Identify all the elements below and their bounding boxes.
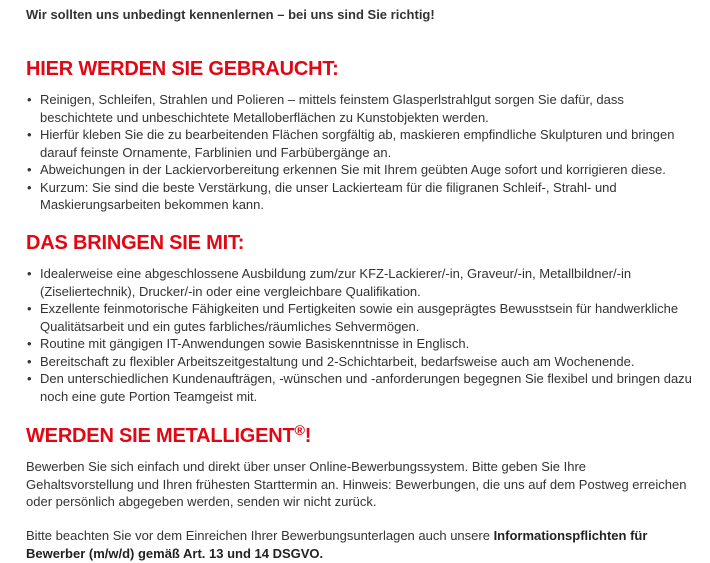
- list-item: • Routine mit gängigen IT-Anwendungen sowie Basiskenntnisse in Englisch.: [40, 335, 700, 353]
- privacy-notice-text: Bitte beachten Sie vor dem Einreichen Ihrer Bewerbungsunterlagen auch unsere: [26, 528, 494, 543]
- section-heading-requirements: DAS BRINGEN SIE MIT:: [26, 232, 245, 254]
- list-item: • Bereitschaft zu flexibler Arbeitszeitgestaltung und 2-Schichtarbeit, bedarfsweise auch am Wochenende.: [40, 353, 700, 371]
- list-item: • Den unterschiedlichen Kundenaufträgen, -wünschen und -anforderungen begegnen Sie flexibel und bringen dazu noch eine gute Portion Teamgeist mit.: [40, 370, 700, 405]
- apply-heading-text: WERDEN SIE METALLIGENT: [26, 425, 295, 447]
- privacy-notice: [26, 527, 691, 562]
- requirements-list: [26, 265, 700, 405]
- registered-mark: ®: [294, 422, 305, 438]
- task-list: [26, 91, 700, 214]
- list-item: • Idealerweise eine abgeschlossene Ausbildung zum/zur KFZ-Lackierer/-in, Graveur/-in, Metallbildner/-in (Ziseliertechnik), Drucker/-in oder eine vergleichbare Qualifikation.: [40, 265, 700, 300]
- privacy-obligations-link[interactable]: Informationspflichten für Bewerber (m/w/d) gemäß Art. 13 und 14 DSGVO.: [26, 528, 648, 561]
- list-item: • Hierfür kleben Sie die zu bearbeitenden Flächen sorgfältig ab, maskieren empfindliche Skulpturen und bringen darauf feinste Ornamente, Farblinien und Farbübergänge an.: [40, 126, 700, 161]
- list-item: • Abweichungen in der Lackiervorbereitung erkennen Sie mit Ihrem geübten Auge sofort und korrigieren diese.: [40, 161, 700, 179]
- section-heading-apply: [26, 422, 312, 448]
- apply-heading-end: !: [304, 425, 312, 447]
- intro-text: Wir sollten uns unbedingt kennenlernen – bei uns sind Sie richtig!: [26, 7, 435, 22]
- list-item: • Reinigen, Schleifen, Strahlen und Polieren – mittels feinstem Glasperlstrahlgut sorgen Sie dafür, dass beschichtete und unbeschichtete Metalloberflächen zu Kunstobjekten werden.: [40, 91, 700, 126]
- apply-paragraph: Bewerben Sie sich einfach und direkt über unser Online-Bewerbungssystem. Bitte geben Sie Ihre Gehaltsvorstellung und Ihren frühesten Starttermin an. Hinweis: Bewerbungen, die uns auf dem Postweg erreichen oder persönlich abgegeben werden, senden wir nicht zurück.: [26, 459, 687, 509]
- list-item: • Exzellente feinmotorische Fähigkeiten und Fertigkeiten sowie ein ausgeprägtes Bewusstsein für handwerkliche Qualitätsarbeit und ein gutes farbliches/räumliches Sehvermögen.: [40, 300, 700, 335]
- list-item: • Kurzum: Sie sind die beste Verstärkung, die unser Lackierteam für die filigranen Schleif-, Strahl- und Maskierungsarbeiten bekommen kann.: [40, 179, 700, 214]
- section-heading-tasks: HIER WERDEN SIE GEBRAUCHT:: [26, 58, 339, 80]
